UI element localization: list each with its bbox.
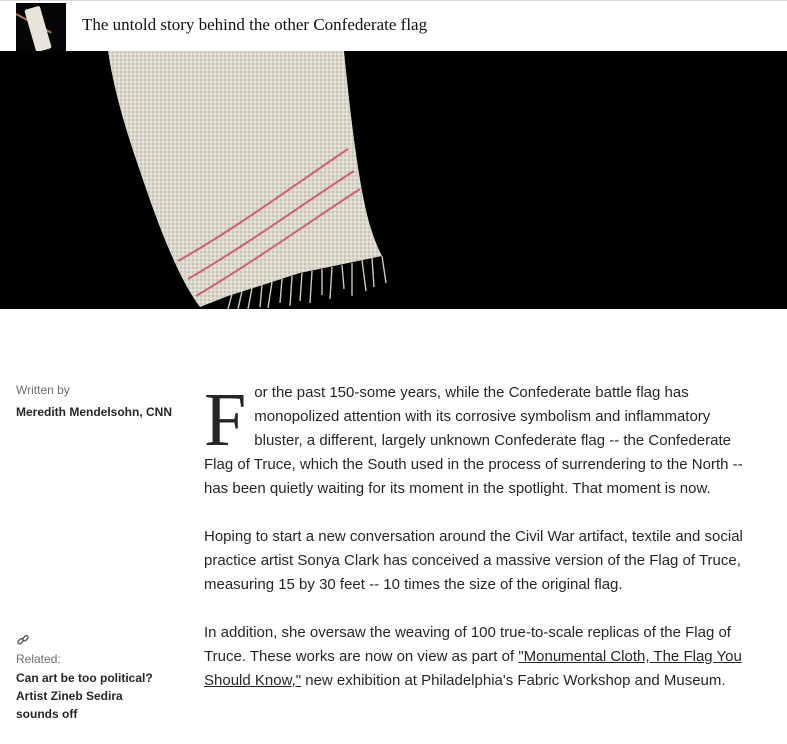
article-title: The untold story behind the other Confederate flag (82, 15, 428, 34)
paragraph-1 (204, 378, 752, 501)
related-section (16, 633, 156, 723)
paragraph-3-text-start: In addition, she oversaw the weaving of 100 true-to-scale replicas of the Flag of Truce. These works are now on view as part of (204, 624, 731, 665)
link-icon (16, 633, 30, 647)
article-thumbnail[interactable] (16, 3, 66, 51)
related-article-link[interactable]: Can art be too political? Artist Zineb Sedira sounds off (16, 671, 153, 721)
article-body (204, 378, 752, 717)
written-by-label: Written by (16, 383, 70, 397)
paragraph-2: Hoping to start a new conversation around the Civil War artifact, textile and social practice artist Sonya Clark has conceived a massive version of the Flag of Truce, measuring 15 by 30 feet -- 10 times the size of the original flag. (204, 528, 743, 593)
paragraph-3-text-end: new exhibition at Philadelphia's Fabric Workshop and Museum. (301, 672, 726, 689)
paragraph-3 (204, 621, 752, 693)
flag-of-truce-photo (0, 51, 787, 309)
flag-cloth (24, 6, 52, 51)
paragraph-1-text: or the past 150-some years, while the Confederate battle flag has monopolized attention with its corrosive symbolism and inflammatory bluster, a different, largely unknown Confederate flag -- the Confederate Flag of Truce, which the South used in the process of surrendering to the North -- has been quietly waiting for its moment in the spotlight. That moment is now. (204, 384, 743, 497)
drop-cap: F (204, 378, 247, 462)
article-header-bar (0, 0, 787, 51)
hero-image (0, 51, 787, 309)
related-label: Related: (16, 652, 61, 666)
exhibition-link[interactable]: "Monumental Cloth, The Flag You Should Know," (204, 648, 742, 689)
author-name[interactable]: Meredith Mendelsohn, CNN (16, 405, 173, 419)
byline (16, 383, 191, 419)
